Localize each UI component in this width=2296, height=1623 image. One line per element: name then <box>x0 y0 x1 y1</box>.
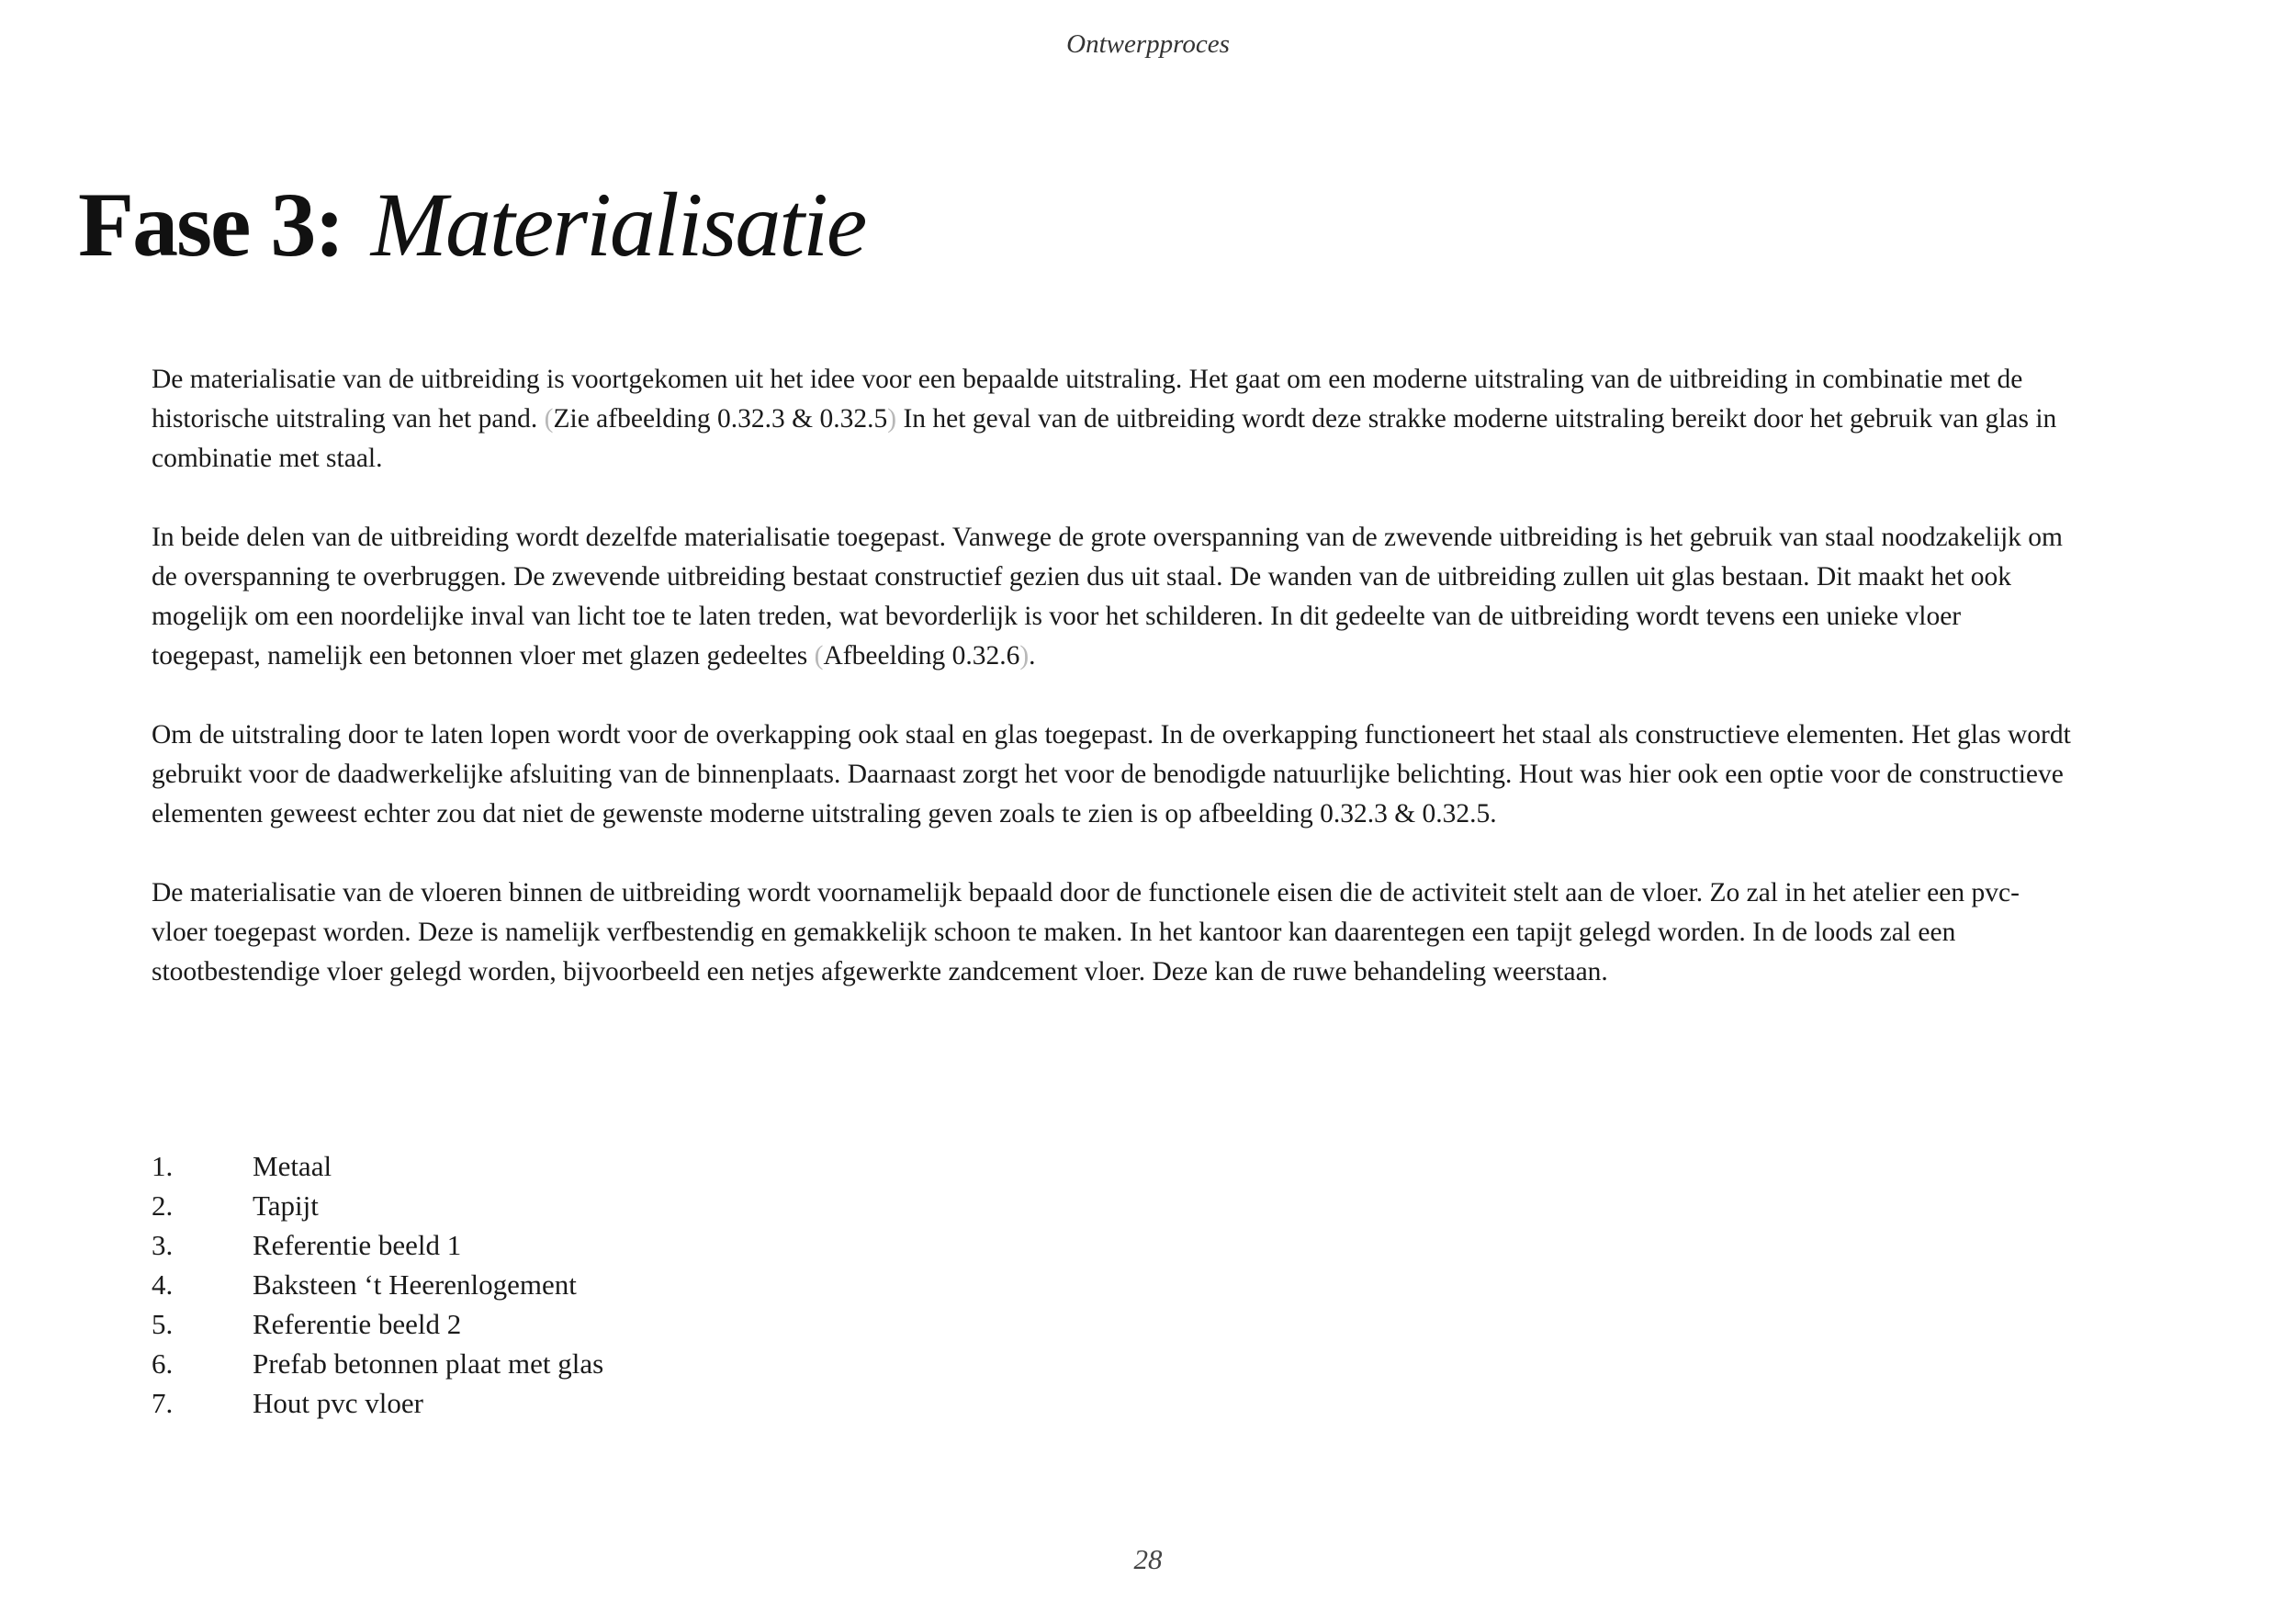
legend-label: Referentie beeld 1 <box>253 1229 462 1261</box>
figure-reference: Afbeelding 0.32.6 <box>823 641 1020 671</box>
running-header: Ontwerpproces <box>1066 29 1230 59</box>
close-paren: ) <box>887 404 897 434</box>
paragraph-1-text-a: De materialisatie van de uitbreiding is voortgekomen uit het idee voor een bepaalde uitstraling. Het gaat om een moderne uitstraling van de uitbreiding in combinatie met de historische uitstraling van het pand. <box>152 365 2023 434</box>
legend-item <box>152 1344 603 1383</box>
legend-label: Hout pvc vloer <box>253 1387 423 1419</box>
paragraph-2 <box>152 518 2071 676</box>
legend-item <box>152 1304 603 1344</box>
legend-label: Referentie beeld 2 <box>253 1308 462 1340</box>
legend-item <box>152 1146 603 1186</box>
paragraph-1 <box>152 360 2071 479</box>
open-paren: ( <box>544 404 554 434</box>
paragraph-1-text-b: In het geval van de uitbreiding wordt deze strakke moderne uitstraling bereikt door het gebruik van glas in combinatie met staal. <box>152 404 2057 473</box>
legend-number: 3. <box>152 1229 174 1261</box>
paragraph-4: De materialisatie van de vloeren binnen de uitbreiding wordt voornamelijk bepaald door de functionele eisen die de activiteit stelt aan de vloer. Zo zal in het atelier een pvc-vloer toegepast worden. Deze is namelijk verfbestendig en gemakkelijk schoon te maken. In het kantoor kan daarentegen een tapijt gelegd worden. In de loods zal een stootbestendige vloer gelegd worden, bijvoorbeeld een netjes afgewerkte zandcement vloer. Deze kan de ruwe behandeling weerstaan. <box>152 878 2020 986</box>
legend-item <box>152 1225 603 1265</box>
page-title <box>78 175 865 276</box>
legend-item <box>152 1265 603 1304</box>
material-legend <box>152 1146 603 1423</box>
paragraph-2-text-b: . <box>1029 641 1036 671</box>
close-paren: ) <box>1019 641 1030 671</box>
figure-reference: Zie afbeelding 0.32.3 & 0.32.5 <box>553 404 888 434</box>
legend-label: Baksteen ‘t Heerenlogement <box>253 1268 577 1301</box>
legend-number: 5. <box>152 1308 174 1340</box>
body-text <box>152 360 2071 1031</box>
legend-number: 6. <box>152 1347 174 1380</box>
legend-number: 1. <box>152 1150 174 1182</box>
legend-item <box>152 1186 603 1225</box>
legend-number: 4. <box>152 1268 174 1301</box>
paragraph-3: Om de uitstraling door te laten lopen wordt voor de overkapping ook staal en glas toegepast. In de overkapping functioneert het staal als constructieve elementen. Het glas wordt gebruikt voor de daadwerkelijke afsluiting van de binnenplaats. Daarnaast zorgt het voor de benodigde natuurlijke belichting. Hout was hier ook een optie voor de constructieve elementen geweest echter zou dat niet de gewenste moderne uitstraling geven zoals te zien is op afbeelding 0.32.3 & 0.32.5. <box>152 720 2071 828</box>
title-prefix: Fase 3: <box>78 174 343 276</box>
legend-item <box>152 1383 603 1423</box>
legend-number: 7. <box>152 1387 174 1419</box>
legend-number: 2. <box>152 1189 174 1222</box>
legend-label: Metaal <box>253 1150 332 1182</box>
open-paren: ( <box>814 641 824 671</box>
legend-label: Tapijt <box>253 1189 319 1222</box>
paragraph-2-text-a: In beide delen van de uitbreiding wordt dezelfde materialisatie toegepast. Vanwege de grote overspanning van de zwevende uitbreiding is het gebruik van staal noodzakelijk om de overspanning te overbruggen. De zwevende uitbreiding bestaat constructief gezien dus uit staal. De wanden van de uitbreiding zullen uit glas bestaan. Dit maakt het ook mogelijk om een noordelijke inval van licht toe te laten treden, wat bevorderlijk is voor het schilderen. In dit gedeelte van de uitbreiding wordt tevens een unieke vloer toegepast, namelijk een betonnen vloer met glazen gedeeltes <box>152 523 2063 671</box>
title-suffix: Materialisatie <box>370 174 866 276</box>
legend-label: Prefab betonnen plaat met glas <box>253 1347 604 1380</box>
page-number: 28 <box>1133 1543 1163 1575</box>
